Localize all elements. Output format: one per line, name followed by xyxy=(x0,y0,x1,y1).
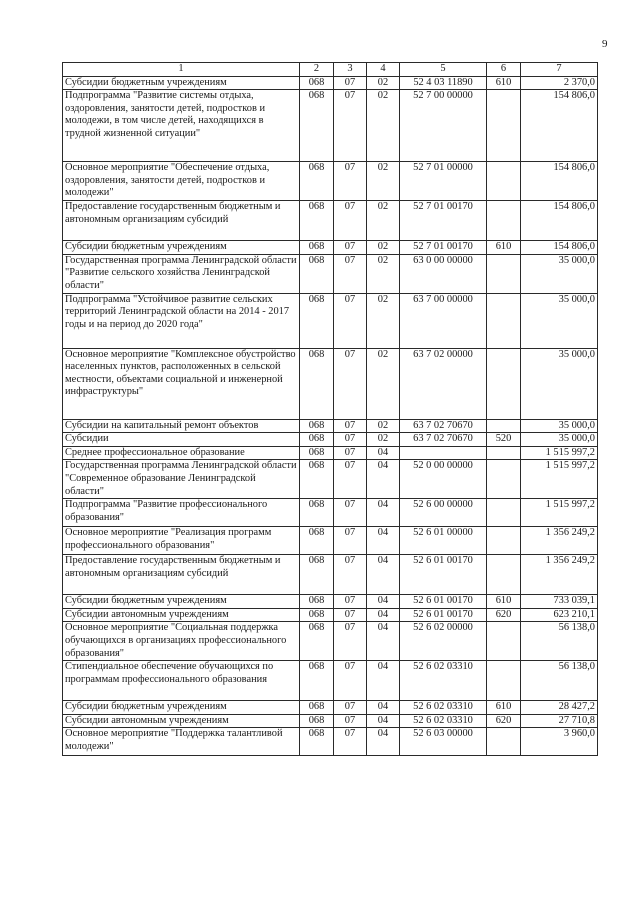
row-section-cell: 07 xyxy=(334,433,367,447)
table-row xyxy=(63,460,598,499)
row-code-cell: 068 xyxy=(300,201,334,241)
row-section-cell: 07 xyxy=(334,201,367,241)
row-subsection-cell: 02 xyxy=(367,254,400,293)
row-subsection-cell: 04 xyxy=(367,622,400,661)
row-section-cell: 07 xyxy=(334,499,367,527)
table-row xyxy=(63,348,598,419)
table-row xyxy=(63,162,598,201)
table-row xyxy=(63,622,598,661)
row-name-cell: Подпрограмма "Развитие профессионального образования" xyxy=(63,499,300,527)
row-section-cell: 07 xyxy=(334,348,367,419)
row-section-cell: 07 xyxy=(334,622,367,661)
row-subsection-cell: 02 xyxy=(367,419,400,433)
row-name-cell: Основное мероприятие "Обеспечение отдыха, оздоровления, занятости детей, подростков и молодежи" xyxy=(63,162,300,201)
row-name-cell: Основное мероприятие "Реализация программ профессионального образования" xyxy=(63,527,300,555)
row-type-cell xyxy=(487,348,521,419)
row-amount-cell: 3 960,0 xyxy=(521,728,598,756)
row-name-cell: Государственная программа Ленинградской области "Современное образование Ленинградской области" xyxy=(63,460,300,499)
row-code-cell: 068 xyxy=(300,90,334,162)
row-target-cell: 52 6 00 00000 xyxy=(400,499,487,527)
row-code-cell: 068 xyxy=(300,254,334,293)
row-type-cell xyxy=(487,555,521,595)
row-amount-cell: 1 515 997,2 xyxy=(521,460,598,499)
row-amount-cell: 1 356 249,2 xyxy=(521,555,598,595)
row-code-cell: 068 xyxy=(300,595,334,609)
row-code-cell: 068 xyxy=(300,419,334,433)
row-code-cell: 068 xyxy=(300,433,334,447)
row-target-cell: 52 0 00 00000 xyxy=(400,460,487,499)
header-cell: 4 xyxy=(367,63,400,77)
row-code-cell: 068 xyxy=(300,446,334,460)
table-row xyxy=(63,555,598,595)
row-name-cell: Государственная программа Ленинградской области "Развитие сельского хозяйства Ленинградской области" xyxy=(63,254,300,293)
row-name-cell: Субсидии автономным учреждениям xyxy=(63,714,300,728)
row-type-cell xyxy=(487,661,521,701)
row-amount-cell: 35 000,0 xyxy=(521,433,598,447)
row-subsection-cell: 02 xyxy=(367,162,400,201)
row-section-cell: 07 xyxy=(334,555,367,595)
row-name-cell: Субсидии бюджетным учреждениям xyxy=(63,241,300,255)
row-subsection-cell: 02 xyxy=(367,293,400,348)
row-amount-cell: 1 515 997,2 xyxy=(521,446,598,460)
table-row xyxy=(63,701,598,715)
row-amount-cell: 154 806,0 xyxy=(521,90,598,162)
row-code-cell: 068 xyxy=(300,293,334,348)
row-code-cell: 068 xyxy=(300,608,334,622)
header-cell: 3 xyxy=(334,63,367,77)
row-code-cell: 068 xyxy=(300,241,334,255)
row-subsection-cell: 04 xyxy=(367,661,400,701)
row-code-cell: 068 xyxy=(300,555,334,595)
row-subsection-cell: 02 xyxy=(367,241,400,255)
row-type-cell xyxy=(487,201,521,241)
row-target-cell: 52 6 03 00000 xyxy=(400,728,487,756)
row-name-cell: Субсидии на капитальный ремонт объектов xyxy=(63,419,300,433)
header-cell: 5 xyxy=(400,63,487,77)
row-amount-cell: 154 806,0 xyxy=(521,241,598,255)
row-target-cell: 52 7 00 00000 xyxy=(400,90,487,162)
table-row xyxy=(63,90,598,162)
row-code-cell: 068 xyxy=(300,162,334,201)
row-name-cell: Подпрограмма "Развитие системы отдыха, оздоровления, занятости детей, подростков и молодежи, в том числе детей, находящихся в трудной жизненной ситуации" xyxy=(63,90,300,162)
row-subsection-cell: 04 xyxy=(367,714,400,728)
row-amount-cell: 2 370,0 xyxy=(521,76,598,90)
row-section-cell: 07 xyxy=(334,714,367,728)
row-amount-cell: 56 138,0 xyxy=(521,661,598,701)
row-section-cell: 07 xyxy=(334,241,367,255)
row-code-cell: 068 xyxy=(300,499,334,527)
table-row xyxy=(63,419,598,433)
row-type-cell: 610 xyxy=(487,701,521,715)
row-type-cell xyxy=(487,419,521,433)
row-type-cell: 610 xyxy=(487,76,521,90)
row-target-cell xyxy=(400,446,487,460)
row-section-cell: 07 xyxy=(334,608,367,622)
table-row xyxy=(63,433,598,447)
row-name-cell: Предоставление государственным бюджетным и автономным организациям субсидий xyxy=(63,201,300,241)
row-code-cell: 068 xyxy=(300,348,334,419)
row-name-cell: Субсидии бюджетным учреждениям xyxy=(63,595,300,609)
row-amount-cell: 27 710,8 xyxy=(521,714,598,728)
row-subsection-cell: 02 xyxy=(367,348,400,419)
header-cell: 7 xyxy=(521,63,598,77)
row-amount-cell: 154 806,0 xyxy=(521,162,598,201)
row-section-cell: 07 xyxy=(334,446,367,460)
row-section-cell: 07 xyxy=(334,254,367,293)
row-amount-cell: 56 138,0 xyxy=(521,622,598,661)
row-section-cell: 07 xyxy=(334,701,367,715)
row-code-cell: 068 xyxy=(300,714,334,728)
row-section-cell: 07 xyxy=(334,90,367,162)
row-section-cell: 07 xyxy=(334,527,367,555)
row-amount-cell: 35 000,0 xyxy=(521,293,598,348)
row-amount-cell: 1 515 997,2 xyxy=(521,499,598,527)
table-row xyxy=(63,241,598,255)
row-name-cell: Среднее профессиональное образование xyxy=(63,446,300,460)
row-subsection-cell: 04 xyxy=(367,595,400,609)
row-type-cell xyxy=(487,293,521,348)
row-subsection-cell: 04 xyxy=(367,728,400,756)
header-cell: 6 xyxy=(487,63,521,77)
table-row xyxy=(63,728,598,756)
row-target-cell: 52 4 03 11890 xyxy=(400,76,487,90)
table-row xyxy=(63,595,598,609)
row-name-cell: Субсидии бюджетным учреждениям xyxy=(63,76,300,90)
row-target-cell: 52 7 01 00000 xyxy=(400,162,487,201)
row-target-cell: 52 6 02 00000 xyxy=(400,622,487,661)
row-subsection-cell: 04 xyxy=(367,555,400,595)
row-subsection-cell: 04 xyxy=(367,499,400,527)
row-subsection-cell: 04 xyxy=(367,701,400,715)
row-section-cell: 07 xyxy=(334,661,367,701)
row-target-cell: 52 6 01 00170 xyxy=(400,555,487,595)
table-row xyxy=(63,446,598,460)
row-amount-cell: 28 427,2 xyxy=(521,701,598,715)
row-target-cell: 63 7 02 70670 xyxy=(400,433,487,447)
row-name-cell: Основное мероприятие "Поддержка талантливой молодежи" xyxy=(63,728,300,756)
row-section-cell: 07 xyxy=(334,419,367,433)
table-row xyxy=(63,714,598,728)
row-amount-cell: 154 806,0 xyxy=(521,201,598,241)
row-target-cell: 52 7 01 00170 xyxy=(400,241,487,255)
row-code-cell: 068 xyxy=(300,460,334,499)
row-type-cell: 620 xyxy=(487,608,521,622)
row-type-cell xyxy=(487,499,521,527)
table-row xyxy=(63,527,598,555)
row-target-cell: 52 6 02 03310 xyxy=(400,701,487,715)
row-name-cell: Основное мероприятие "Комплексное обустройство населенных пунктов, расположенных в сельской местности, объектами социальной и инженерной инфраструктуры" xyxy=(63,348,300,419)
row-subsection-cell: 04 xyxy=(367,527,400,555)
table-row xyxy=(63,254,598,293)
row-target-cell: 52 6 01 00170 xyxy=(400,608,487,622)
row-type-cell xyxy=(487,460,521,499)
row-code-cell: 068 xyxy=(300,661,334,701)
table-header-row xyxy=(63,63,598,77)
row-section-cell: 07 xyxy=(334,460,367,499)
header-cell: 2 xyxy=(300,63,334,77)
row-subsection-cell: 02 xyxy=(367,90,400,162)
page-number: 9 xyxy=(602,38,608,50)
row-amount-cell: 35 000,0 xyxy=(521,348,598,419)
row-subsection-cell: 02 xyxy=(367,433,400,447)
row-subsection-cell: 04 xyxy=(367,608,400,622)
table-row xyxy=(63,499,598,527)
row-name-cell: Субсидии автономным учреждениям xyxy=(63,608,300,622)
row-code-cell: 068 xyxy=(300,527,334,555)
row-name-cell: Подпрограмма "Устойчивое развитие сельских территорий Ленинградской области на 2014 - 2017 годы и на период до 2020 года" xyxy=(63,293,300,348)
row-subsection-cell: 02 xyxy=(367,201,400,241)
row-amount-cell: 35 000,0 xyxy=(521,419,598,433)
row-section-cell: 07 xyxy=(334,76,367,90)
row-amount-cell: 623 210,1 xyxy=(521,608,598,622)
row-amount-cell: 733 039,1 xyxy=(521,595,598,609)
row-code-cell: 068 xyxy=(300,622,334,661)
table-row xyxy=(63,293,598,348)
row-type-cell xyxy=(487,622,521,661)
table-row xyxy=(63,201,598,241)
row-target-cell: 52 6 01 00170 xyxy=(400,595,487,609)
row-type-cell xyxy=(487,527,521,555)
row-name-cell: Субсидии xyxy=(63,433,300,447)
row-type-cell xyxy=(487,162,521,201)
row-name-cell: Стипендиальное обеспечение обучающихся по программам профессионального образования xyxy=(63,661,300,701)
row-amount-cell: 35 000,0 xyxy=(521,254,598,293)
row-subsection-cell: 04 xyxy=(367,460,400,499)
row-target-cell: 63 0 00 00000 xyxy=(400,254,487,293)
row-type-cell: 520 xyxy=(487,433,521,447)
row-type-cell xyxy=(487,446,521,460)
row-code-cell: 068 xyxy=(300,76,334,90)
table-row xyxy=(63,76,598,90)
row-name-cell: Предоставление государственным бюджетным и автономным организациям субсидий xyxy=(63,555,300,595)
row-type-cell: 610 xyxy=(487,595,521,609)
row-code-cell: 068 xyxy=(300,701,334,715)
row-name-cell: Субсидии бюджетным учреждениям xyxy=(63,701,300,715)
table-row xyxy=(63,661,598,701)
row-type-cell xyxy=(487,728,521,756)
row-section-cell: 07 xyxy=(334,293,367,348)
table-row xyxy=(63,608,598,622)
row-target-cell: 52 6 02 03310 xyxy=(400,714,487,728)
row-subsection-cell: 02 xyxy=(367,76,400,90)
row-type-cell: 620 xyxy=(487,714,521,728)
row-code-cell: 068 xyxy=(300,728,334,756)
row-amount-cell: 1 356 249,2 xyxy=(521,527,598,555)
row-section-cell: 07 xyxy=(334,728,367,756)
row-section-cell: 07 xyxy=(334,162,367,201)
header-cell: 1 xyxy=(63,63,300,77)
row-target-cell: 63 7 02 70670 xyxy=(400,419,487,433)
row-target-cell: 63 7 00 00000 xyxy=(400,293,487,348)
row-type-cell: 610 xyxy=(487,241,521,255)
row-type-cell xyxy=(487,254,521,293)
budget-table xyxy=(62,62,598,756)
row-subsection-cell: 04 xyxy=(367,446,400,460)
row-target-cell: 52 6 01 00000 xyxy=(400,527,487,555)
row-name-cell: Основное мероприятие "Социальная поддержка обучающихся в организациях профессионального образования" xyxy=(63,622,300,661)
row-target-cell: 52 7 01 00170 xyxy=(400,201,487,241)
row-type-cell xyxy=(487,90,521,162)
row-target-cell: 63 7 02 00000 xyxy=(400,348,487,419)
row-section-cell: 07 xyxy=(334,595,367,609)
row-target-cell: 52 6 02 03310 xyxy=(400,661,487,701)
